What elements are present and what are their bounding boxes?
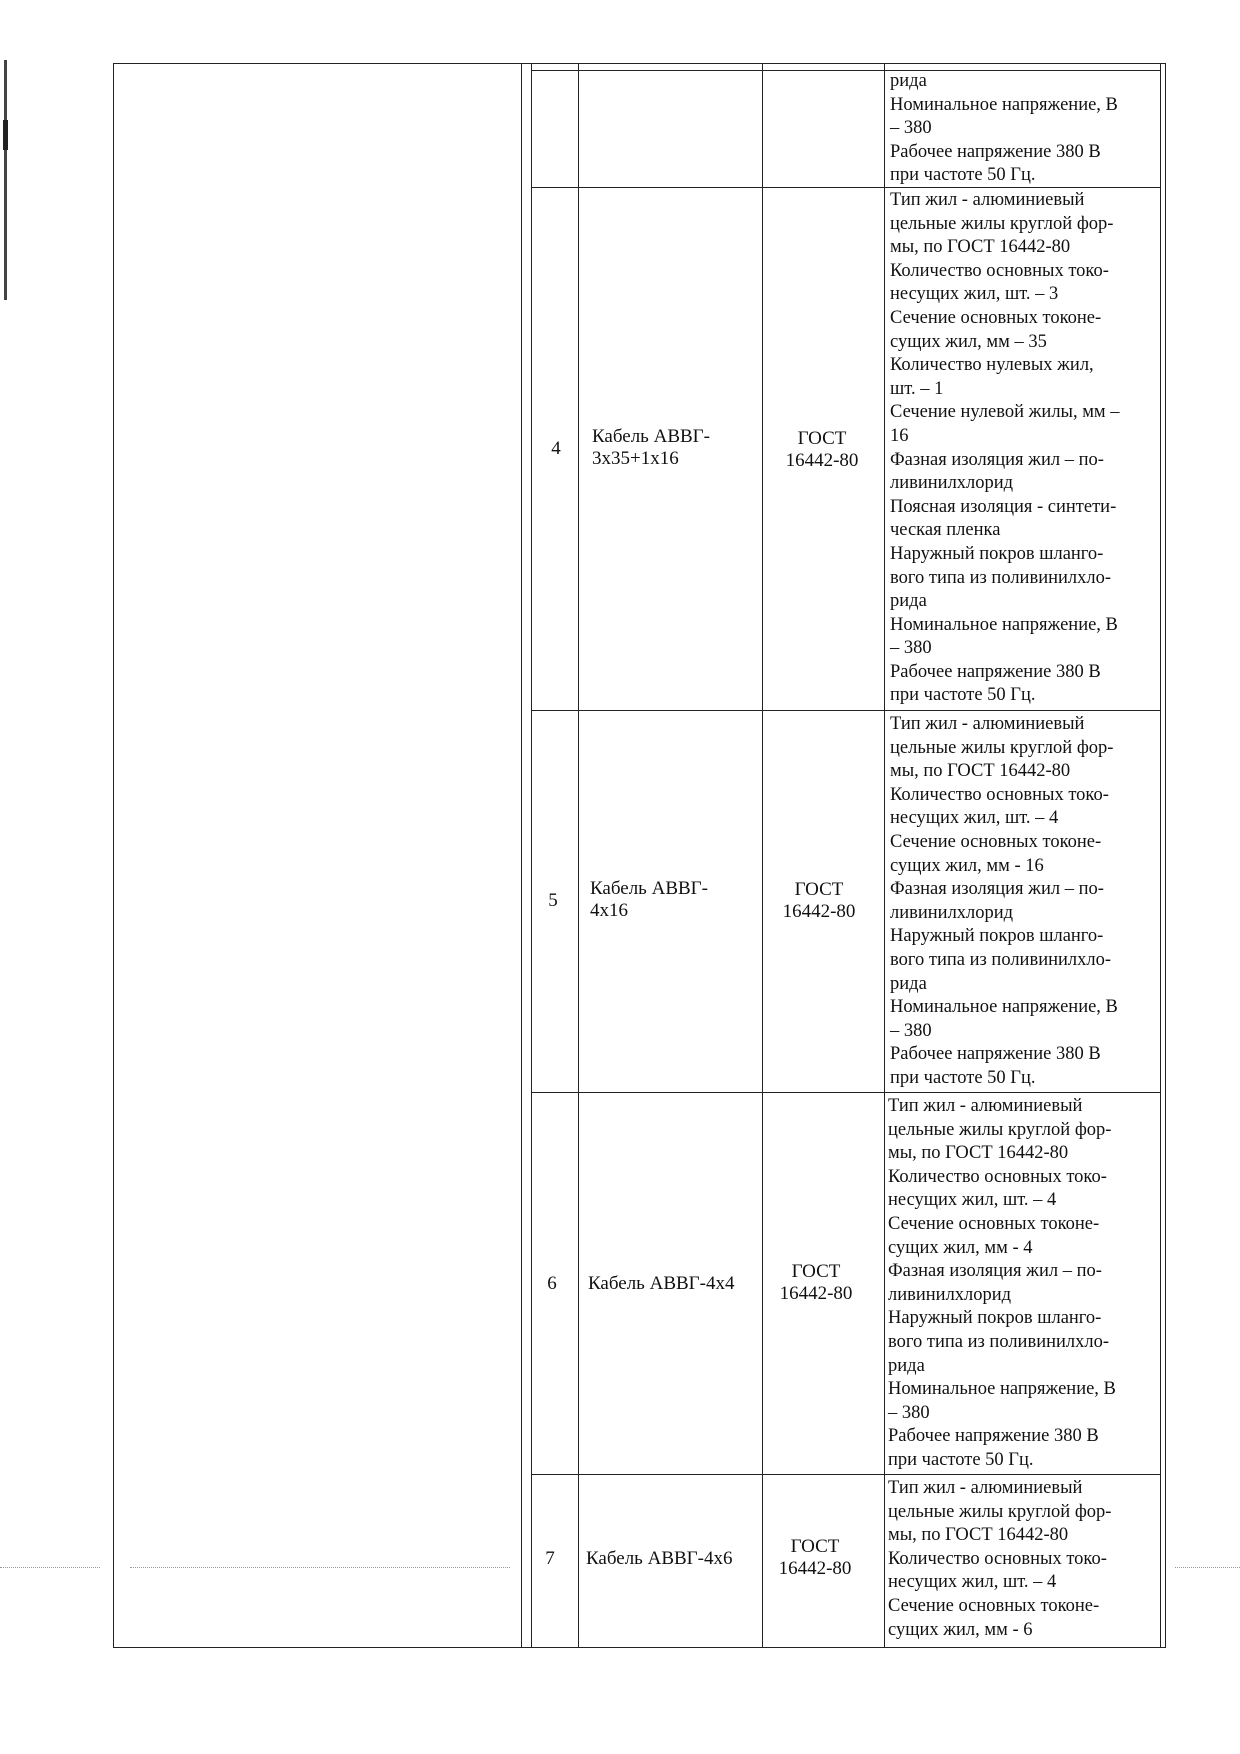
column-divider: [884, 63, 885, 1648]
table-cell-description: рида Номинальное напряжение, В – 380 Рабочее напряжение 380 В при частоте 50 Гц.: [890, 71, 1118, 186]
table-cell-number: 6: [547, 1273, 557, 1294]
table-cell-description: Тип жил - алюминиевый цельные жилы круглой фор- мы, по ГОСТ 16442-80 Количество основных токо- несущих жил, шт. – 4 Сечение основных токоне- сущих жил, мм - 4 Фазная изоляция жил – по- ливинилхлорид Наружный покров шланго- вого типа из поливинилхло- рида Номинальное напряжение, В – 380 Рабочее напряжение 380 В при частоте 50 Гц.: [888, 1096, 1116, 1470]
table-cell-description: Тип жил - алюминиевый цельные жилы круглой фор- мы, по ГОСТ 16442-80 Количество основных токо- несущих жил, шт. – 4 Сечение основных токоне- сущих жил, мм - 16 Фазная изоляция жил – по- ливинилхлорид Наружный покров шланго- вого типа из поливинилхло- рида Номинальное напряжение, В – 380 Рабочее напряжение 380 В при частоте 50 Гц.: [890, 714, 1118, 1088]
table-cell-standard: ГОСТ 16442-80: [785, 428, 859, 471]
table-cell-name: Кабель АВВГ- 4x16: [590, 878, 708, 921]
table-cell-standard: ГОСТ 16442-80: [782, 879, 856, 922]
row-divider: [531, 1474, 1160, 1475]
row-divider: [531, 710, 1160, 711]
row-divider: [531, 1092, 1160, 1093]
scan-artifact: [4, 60, 7, 300]
table-cell-name: Кабель АВВГ-4x4: [588, 1273, 735, 1294]
column-divider: [1160, 63, 1161, 1648]
scan-artifact: [0, 1567, 100, 1568]
table-cell-number: 4: [551, 438, 561, 459]
table-cell-number: 7: [545, 1548, 555, 1569]
table-cell-description: Тип жил - алюминиевый цельные жилы круглой фор- мы, по ГОСТ 16442-80 Количество основных токо- несущих жил, шт. – 3 Сечение основных токоне- сущих жил, мм – 35 Количество нулевых жил, шт. – 1 Сечение нулевой жилы, мм – 16 Фазная изоляция жил – по- ливинилхлорид Поясная изоляция - синтети- ческая пленка Наружный покров шланго- вого типа из поливинилхло- рида Номинальное напряжение, В – 380 Рабочее напряжение 380 В при частоте 50 Гц.: [890, 190, 1120, 706]
column-divider: [531, 63, 532, 1648]
column-divider: [521, 63, 522, 1648]
table-cell-description: Тип жил - алюминиевый цельные жилы круглой фор- мы, по ГОСТ 16442-80 Количество основных токо- несущих жил, шт. – 4 Сечение основных токоне- сущих жил, мм - 6: [888, 1478, 1112, 1640]
scan-artifact: [3, 120, 8, 150]
table-cell-standard: ГОСТ 16442-80: [779, 1261, 853, 1304]
column-divider: [578, 63, 579, 1648]
column-divider: [762, 63, 763, 1648]
table-cell-name: Кабель АВВГ-4x6: [586, 1548, 733, 1569]
scan-artifact: [1175, 1567, 1240, 1568]
table-cell-standard: ГОСТ 16442-80: [778, 1536, 852, 1579]
table-cell-number: 5: [548, 890, 558, 911]
scan-artifact: [130, 1567, 510, 1568]
table-cell-name: Кабель АВВГ- 3x35+1x16: [592, 426, 710, 469]
